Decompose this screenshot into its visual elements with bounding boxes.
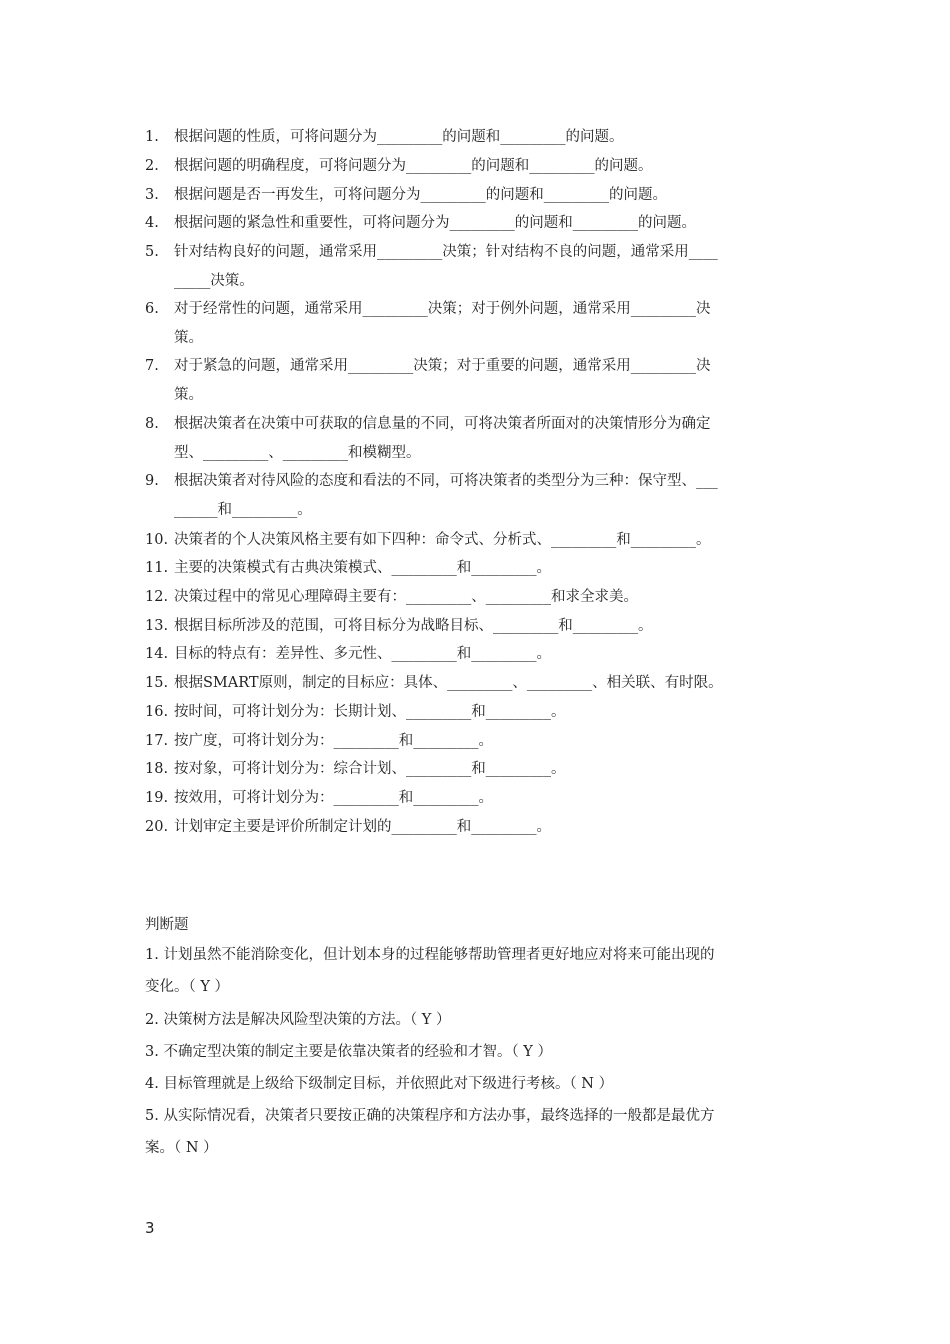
question-15	[145, 673, 810, 693]
question-text: 按效用，可将计划分为：_________和_________。	[174, 790, 493, 806]
question-number: 19.	[145, 790, 169, 806]
question-11	[145, 558, 810, 578]
question-number: 3.	[145, 187, 159, 203]
judgment-item-1-cont	[145, 977, 810, 997]
judgment-text: 3. 不确定型决策的制定主要是依靠决策者的经验和才智。（ Y ）	[145, 1044, 552, 1060]
judgment-text: 1. 计划虽然不能消除变化，但计划本身的过程能够帮助管理者更好地应对将来可能出现的	[145, 947, 715, 963]
question-12	[145, 587, 810, 607]
question-7	[145, 356, 810, 376]
question-text: 根据问题的紧急性和重要性，可将问题分为_________的问题和_________的问题。	[174, 215, 696, 231]
question-number: 7.	[145, 358, 159, 374]
judgment-item-1	[145, 945, 810, 965]
question-text: 根据问题的性质，可将问题分为_________的问题和_________的问题。	[174, 129, 624, 145]
judgment-item-4	[145, 1074, 810, 1094]
judgment-text: 4. 目标管理就是上级给下级制定目标，并依照此对下级进行考核。（ N ）	[145, 1076, 614, 1092]
question-number: 6.	[145, 301, 159, 317]
question-2	[145, 156, 810, 176]
question-text: 按广度，可将计划分为：_________和_________。	[174, 733, 493, 749]
question-10	[145, 530, 810, 550]
question-text: 对于紧急的问题，通常采用_________决策；对于重要的问题，通常采用_________决	[174, 358, 711, 374]
question-text: 型、_________、_________和模糊型。	[174, 445, 421, 461]
question-16	[145, 702, 810, 722]
question-7-cont	[174, 385, 810, 405]
judgment-text: 5. 从实际情况看，决策者只要按正确的决策程序和方法办事，最终选择的一般都是最优方	[145, 1108, 715, 1124]
judgment-heading: 判断题	[145, 917, 189, 933]
question-8-cont	[174, 443, 810, 463]
question-5-cont	[174, 271, 810, 291]
page-number: 3	[145, 1219, 155, 1237]
question-number: 17.	[145, 733, 169, 749]
judgment-item-2	[145, 1010, 810, 1030]
question-14	[145, 644, 810, 664]
question-text: 按对象，可将计划分为：综合计划、_________和_________。	[174, 761, 566, 777]
question-number: 16.	[145, 704, 169, 720]
question-text: 根据SMART原则，制定的目标应：具体、_________、_________、相关联、有时限。	[174, 675, 723, 691]
question-number: 14.	[145, 646, 169, 662]
question-4	[145, 213, 810, 233]
question-9	[145, 471, 810, 491]
question-9-cont	[174, 500, 810, 520]
question-text: 决策过程中的常见心理障碍主要有：_________、_________和求全求美。	[174, 589, 638, 605]
question-text: ______和_________。	[174, 502, 312, 518]
question-number: 5.	[145, 244, 159, 260]
question-text: 根据问题是否一再发生，可将问题分为_________的问题和_________的问题。	[174, 187, 667, 203]
judgment-item-3	[145, 1042, 810, 1062]
question-1	[145, 127, 810, 147]
question-text: 根据问题的明确程度，可将问题分为_________的问题和_________的问题。	[174, 158, 653, 174]
question-text: 计划审定主要是评价所制定计划的_________和_________。	[174, 819, 551, 835]
question-text: 策。	[174, 330, 203, 346]
question-6-cont	[174, 328, 810, 348]
question-text: 对于经常性的问题，通常采用_________决策；对于例外问题，通常采用_________决	[174, 301, 711, 317]
question-text: 策。	[174, 387, 203, 403]
question-8	[145, 414, 810, 434]
question-text: 按时间，可将计划分为：长期计划、_________和_________。	[174, 704, 566, 720]
question-text: 根据决策者在决策中可获取的信息量的不同，可将决策者所面对的决策情形分为确定	[174, 416, 711, 432]
question-number: 8.	[145, 416, 159, 432]
question-text: 根据目标所涉及的范围，可将目标分为战略目标、_________和_________。	[174, 618, 653, 634]
question-text: 根据决策者对待风险的态度和看法的不同，可将决策者的类型分为三种：保守型、___	[174, 473, 718, 489]
question-text: _____决策。	[174, 273, 254, 289]
question-text: 决策者的个人决策风格主要有如下四种：命令式、分析式、_________和_________。	[174, 532, 711, 548]
question-3	[145, 185, 810, 205]
question-number: 12.	[145, 589, 169, 605]
judgment-item-5	[145, 1106, 810, 1126]
question-13	[145, 616, 810, 636]
judgment-text: 案。（ N ）	[145, 1140, 218, 1156]
question-number: 4.	[145, 215, 159, 231]
question-text: 目标的特点有：差异性、多元性、_________和_________。	[174, 646, 551, 662]
judgment-item-5-cont	[145, 1138, 810, 1158]
judgment-text: 变化。（ Y ）	[145, 979, 230, 995]
question-18	[145, 759, 810, 779]
question-number: 11.	[145, 560, 169, 576]
question-number: 15.	[145, 675, 169, 691]
question-text: 针对结构良好的问题，通常采用_________决策；针对结构不良的问题，通常采用____	[174, 244, 718, 260]
question-number: 1.	[145, 129, 159, 145]
question-number: 9.	[145, 473, 159, 489]
question-text: 主要的决策模式有古典决策模式、_________和_________。	[174, 560, 551, 576]
question-number: 13.	[145, 618, 169, 634]
question-20	[145, 817, 810, 837]
question-5	[145, 242, 810, 262]
question-number: 2.	[145, 158, 159, 174]
question-number: 18.	[145, 761, 169, 777]
question-number: 20.	[145, 819, 169, 835]
judgment-text: 2. 决策树方法是解决风险型决策的方法。（ Y ）	[145, 1012, 451, 1028]
question-19	[145, 788, 810, 808]
question-17	[145, 731, 810, 751]
question-6	[145, 299, 810, 319]
question-number: 10.	[145, 532, 169, 548]
